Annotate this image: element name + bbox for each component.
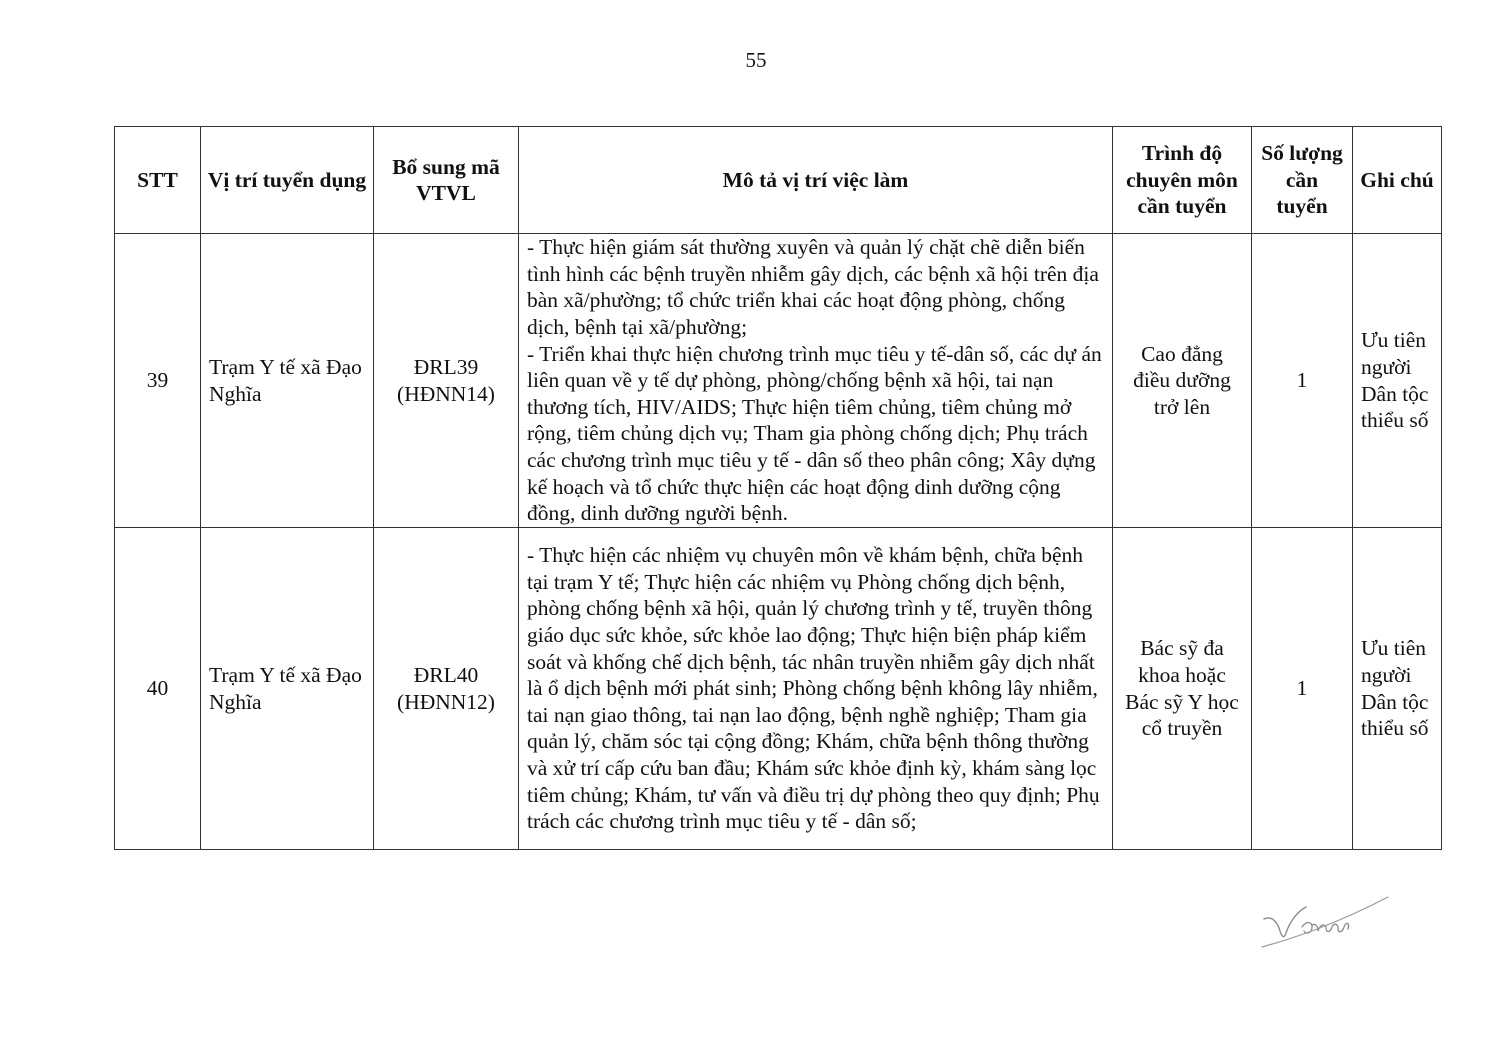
row-quantity: 1 [1252, 528, 1353, 850]
header-quantity: Số lượng cần tuyển [1252, 127, 1353, 234]
row-stt: 40 [115, 528, 201, 850]
row-position: Trạm Y tế xã Đạo Nghĩa [201, 528, 374, 850]
row-qualification: Cao đẳng điều dưỡng trở lên [1113, 234, 1252, 528]
header-note: Ghi chú [1353, 127, 1442, 234]
row-position: Trạm Y tế xã Đạo Nghĩa [201, 234, 374, 528]
table-header-row [115, 127, 1442, 234]
row-code: ĐRL40 (HĐNN12) [374, 528, 519, 850]
row-code: ĐRL39 (HĐNN14) [374, 234, 519, 528]
recruitment-table [114, 126, 1442, 850]
row-qualification: Bác sỹ đa khoa hoặc Bác sỹ Y học cổ truyền [1113, 528, 1252, 850]
signature-icon [1258, 893, 1393, 953]
header-code: Bổ sung mã VTVL [374, 127, 519, 234]
description-paragraph: - Thực hiện các nhiệm vụ chuyên môn về khám bệnh, chữa bệnh tại trạm Y tế; Thực hiện các nhiệm vụ Phòng chống dịch bệnh, phòng chống bệnh xã hội, quản lý chương trình y tế, truyền thông giáo dục sức khỏe, sức khỏe lao động; Thực hiện biện pháp kiểm soát và khống chế dịch bệnh, tác nhân truyền nhiễm gây dịch nhất là ổ dịch bệnh mới phát sinh; Phòng chống bệnh không lây nhiễm, tai nạn giao thông, tai nạn lao động, bệnh nghề nghiệp; Tham gia quản lý, chăm sóc tại cộng đồng; Khám, chữa bệnh thông thường và xử trí cấp cứu ban đầu; Khám sức khỏe định kỳ, khám sàng lọc tiêm chủng; Khám, tư vấn và điều trị dự phòng theo quy định; Phụ trách các chương trình mục tiêu y tế - dân số; [527, 543, 1100, 834]
table-row [115, 528, 1442, 850]
row-description [519, 234, 1113, 528]
row-note: Ưu tiên người Dân tộc thiểu số [1353, 528, 1442, 850]
header-stt: STT [115, 127, 201, 234]
page-number: 55 [745, 48, 767, 72]
row-stt: 39 [115, 234, 201, 528]
description-paragraph: - Thực hiện giám sát thường xuyên và quản lý chặt chẽ diễn biến tình hình các bệnh truyền nhiễm gây dịch, các bệnh xã hội trên địa bàn xã/phường; tổ chức triển khai các hoạt động phòng, chống dịch, bệnh tại xã/phường; [527, 235, 1099, 340]
row-description [519, 528, 1113, 850]
table-row [115, 234, 1442, 528]
row-quantity: 1 [1252, 234, 1353, 528]
header-qualification: Trình độ chuyên môn cần tuyển [1113, 127, 1252, 234]
description-paragraph: - Triển khai thực hiện chương trình mục tiêu y tế-dân số, các dự án liên quan về y tế dự phòng, phòng/chống bệnh xã hội, tai nạn thương tích, HIV/AIDS; Thực hiện tiêm chủng, tiêm chủng mở rộng, tiêm chủng dịch vụ; Tham gia phòng chống dịch; Phụ trách các chương trình mục tiêu y tế - dân số theo phân công; Xây dựng kế hoạch và tổ chức thực hiện các hoạt động dinh dưỡng cộng đồng, dinh dưỡng người bệnh. [527, 341, 1102, 526]
header-position: Vị trí tuyển dụng [201, 127, 374, 234]
row-note: Ưu tiên người Dân tộc thiểu số [1353, 234, 1442, 528]
header-description: Mô tả vị trí việc làm [519, 127, 1113, 234]
